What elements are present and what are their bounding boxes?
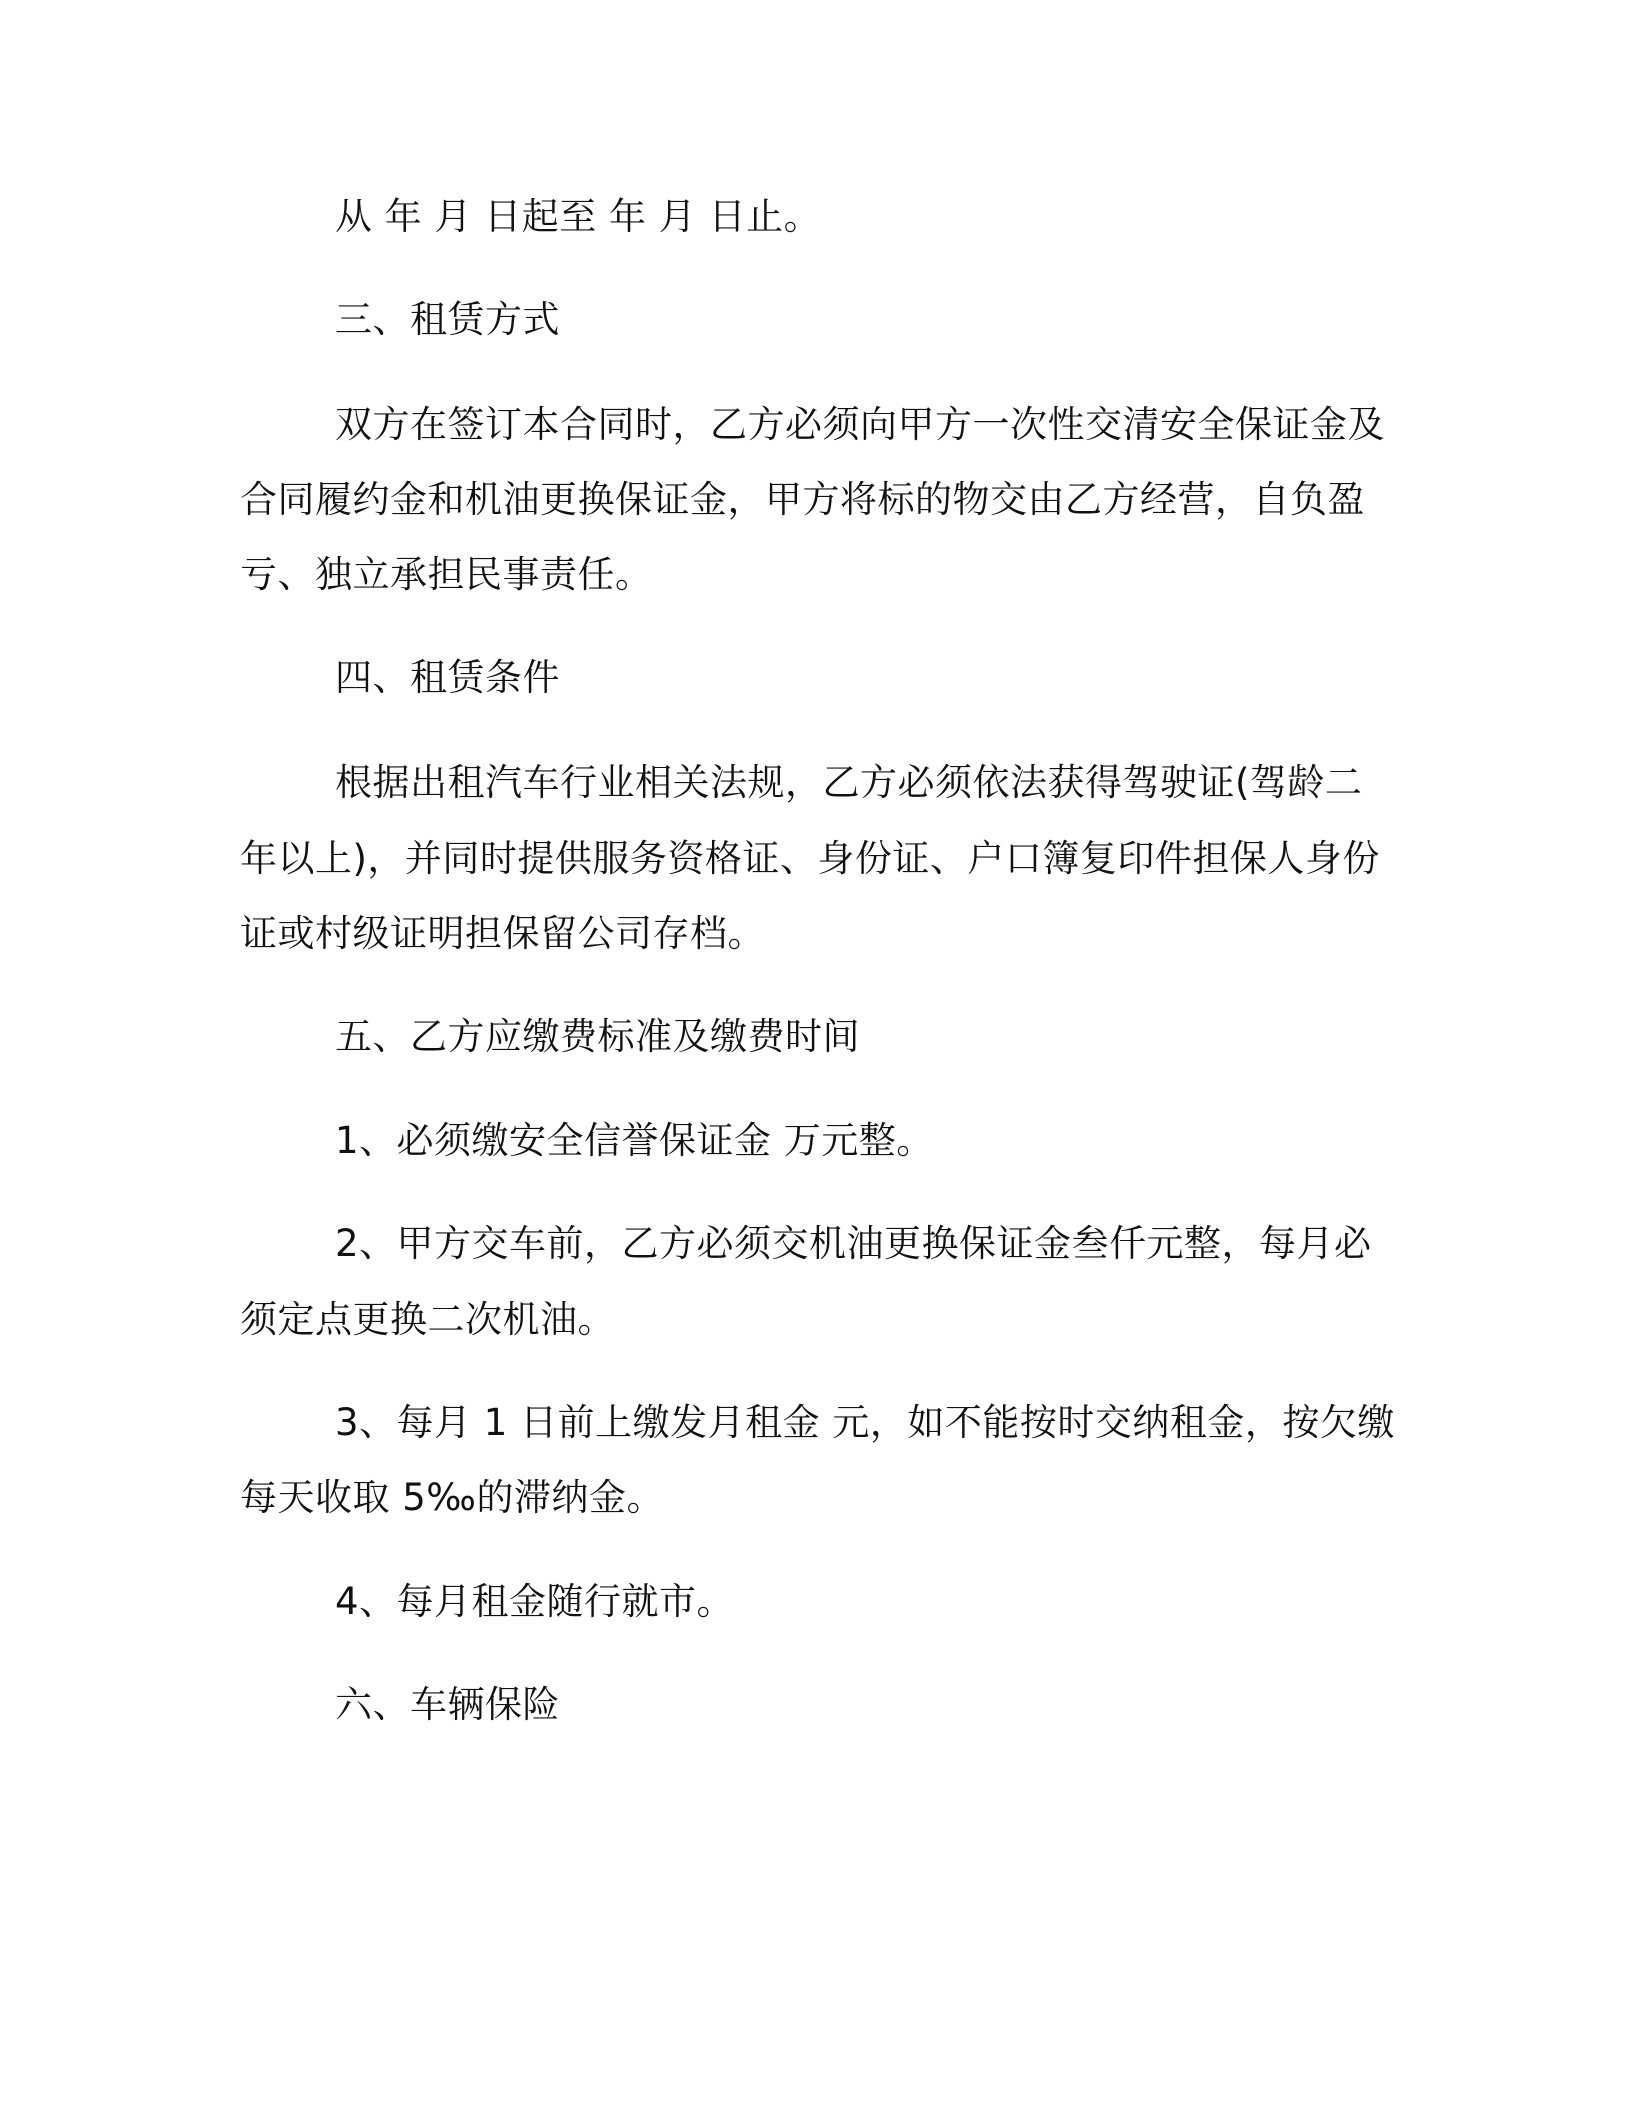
section-heading-vehicle-insurance: 六、车辆保险 bbox=[335, 1683, 560, 1726]
text-line-date-range: 从 年 月 日起至 年 月 日止。 bbox=[335, 195, 822, 238]
section-heading-lease-conditions: 四、租赁条件 bbox=[335, 656, 560, 699]
section-heading-payment-standard: 五、乙方应缴费标准及缴费时间 bbox=[335, 1015, 860, 1058]
section-heading-lease-method: 三、租赁方式 bbox=[335, 298, 560, 341]
list-item-3-continued: 每天收取 5‰的滞纳金。 bbox=[240, 1476, 664, 1519]
paragraph-line: 双方在签订本合同时，乙方必须向甲方一次性交清安全保证金及 bbox=[335, 403, 1385, 446]
list-item-2: 2、甲方交车前，乙方必须交机油更换保证金叁仟元整，每月必 bbox=[335, 1222, 1372, 1265]
paragraph-line: 证或村级证明担保留公司存档。 bbox=[240, 912, 765, 955]
list-item-1: 1、必须缴安全信誉保证金 万元整。 bbox=[335, 1119, 934, 1162]
paragraph-line: 根据出租汽车行业相关法规，乙方必须依法获得驾驶证(驾龄二 bbox=[335, 761, 1363, 804]
list-item-2-continued: 须定点更换二次机油。 bbox=[240, 1298, 615, 1341]
paragraph-line: 合同履约金和机油更换保证金，甲方将标的物交由乙方经营，自负盈 bbox=[240, 478, 1365, 521]
paragraph-line: 年以上)，并同时提供服务资格证、身份证、户口簿复印件担保人身份 bbox=[240, 837, 1380, 880]
list-item-4: 4、每月租金随行就市。 bbox=[335, 1580, 735, 1623]
paragraph-line: 亏、独立承担民事责任。 bbox=[240, 553, 653, 596]
list-item-3: 3、每月 1 日前上缴发月租金 元，如不能按时交纳租金，按欠缴 bbox=[335, 1401, 1395, 1444]
